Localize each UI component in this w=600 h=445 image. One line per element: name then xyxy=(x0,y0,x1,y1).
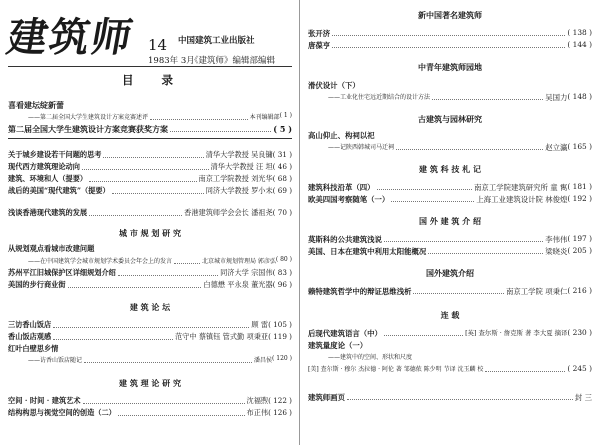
toc-entry[interactable]: 喜看建坛绽新蕾 xyxy=(8,100,64,110)
toc-entry[interactable]: 建筑科技沿革（四） 南京工学院建筑研究所 童 寯 ( 181 ) xyxy=(308,182,592,192)
toc-entry[interactable]: 结构构思与视觉空间的创造（二） 布正伟 ( 126 ) xyxy=(8,408,292,417)
toc-entry[interactable]: 浅谈香港现代建筑的发展 香港建筑师学会会长 潘祖尧 ( 70 ) xyxy=(8,208,292,217)
toc-entry[interactable]: ——在中国建筑学会城市规划学术委员会年会上的发言 北京城市规划管理局 郭彦弘 ( 80 ) xyxy=(28,256,292,265)
toc-entry[interactable]: 建筑量度论（一） xyxy=(308,341,368,350)
toc-entry[interactable]: 建筑、环境和人（提要） 南京工学院教授 刘光华 ( 68 ) xyxy=(8,174,292,183)
toc-entry[interactable]: 后现代建筑语言（中） [英] 查尔斯 · 詹克斯 著 李大夏 摘译 ( 230 ) xyxy=(308,328,592,338)
toc-entry[interactable]: 滑伏设计（下） xyxy=(308,81,360,90)
toc-entry[interactable]: ——工业化住宅远近期结合的设计方法 吴国力 ( 148 ) xyxy=(328,92,592,102)
editor: 《建筑师》编辑部编辑 xyxy=(190,56,276,66)
section-heading: 建 筑 论 坛 xyxy=(129,302,171,312)
journal-title: 建筑师 xyxy=(3,14,138,61)
toc-entry[interactable]: 现代西方建筑理论动向 清华大学教授 汪 坦 ( 46 ) xyxy=(8,162,292,171)
toc-entry[interactable]: 香山饭店观感 范守中 蔡镇钰 管式勤 项秉亚 ( 119 ) xyxy=(8,332,292,341)
toc-heading: 目 录 xyxy=(122,73,186,87)
toc-entry[interactable]: 张开济 ( 138 ) xyxy=(308,28,592,38)
section-heading: 国外建筑介绍 xyxy=(426,268,474,278)
section-heading: 古建筑与园林研究 xyxy=(418,114,482,124)
publisher: 中国建筑工业出版社 xyxy=(178,36,255,46)
toc-entry[interactable]: 高山仰止、构祠以祀 xyxy=(308,131,375,140)
toc-entry[interactable]: ——记陕西韩城司马迁祠 赵立瀛 ( 165 ) xyxy=(328,142,592,152)
toc-entry[interactable]: 战后的美国“现代建筑”（提要） 同济大学教授 罗小未 ( 69 ) xyxy=(8,186,292,195)
section-heading: 连 载 xyxy=(440,310,460,320)
toc-entry[interactable]: ——访香山饭店随记 潘昌侯 ( 120 ) xyxy=(28,355,292,364)
section-heading: 新中国著名建筑师 xyxy=(418,10,482,20)
section-heading: 中青年建筑师园地 xyxy=(418,62,482,72)
toc-entry[interactable]: 建筑师画页 封 三 xyxy=(308,393,592,402)
toc-entry[interactable]: [美] 查尔斯 · 穆尔 杰拉德 · 阿伦 著 邹德侬 陈少明 节译 沈玉麟 校 ( 245 ) xyxy=(308,364,592,373)
toc-entry[interactable]: 美国的步行商业街 白德懋 平永泉 董光器 ( 96 ) xyxy=(8,280,292,289)
section-heading: 建 筑 理 论 研 究 xyxy=(119,378,181,388)
issue-number: 14 xyxy=(148,36,168,54)
toc-entry[interactable]: 赖特建筑哲学中的辩证思维浅析 南京工学院 项秉仁 ( 216 ) xyxy=(308,286,592,296)
toc-entry[interactable]: ——第二届全国大学生建筑设计方案竞赛述评 本刊编辑部 ( 1 ) xyxy=(28,112,292,121)
toc-entry[interactable]: ——建筑中的空间、形状和尺度 xyxy=(328,354,413,361)
toc-entry[interactable]: 美国、日本在建筑中利用太阳能概况 梁晓炎 ( 205 ) xyxy=(308,246,592,256)
section-heading: 国 外 建 筑 介 绍 xyxy=(419,216,481,226)
toc-entry[interactable]: 莫斯科的公共建筑浅说 李伟伟 ( 197 ) xyxy=(308,234,592,244)
section-heading: 建 筑 科 技 札 记 xyxy=(419,164,481,174)
toc-entry[interactable]: 从规划观点看城市改建问题 xyxy=(8,244,95,253)
toc-entry[interactable]: 欧美四国考察随笔（一） 上海工业建筑设计院 林俊煌 ( 192 ) xyxy=(308,194,592,204)
section-heading: 城 市 规 划 研 究 xyxy=(119,228,181,238)
toc-entry[interactable]: 关于城乡建设若干问题的思考 清华大学教授 吴良镛 ( 31 ) xyxy=(8,150,292,159)
toc-entry[interactable]: 三访香山饭店 顾 雷 ( 105 ) xyxy=(8,320,292,329)
toc-entry[interactable]: 空间 · 时间 · 建筑艺术 沈福煦 ( 122 ) xyxy=(8,396,292,405)
toc-entry[interactable]: 红叶白壁思乡情 xyxy=(8,344,59,353)
right-page xyxy=(300,0,600,445)
toc-entry[interactable]: 苏州平江旧城保护区详细规划介绍 同济大学 宗国伟 ( 83 ) xyxy=(8,268,292,277)
issue-date: 1983年 3月 xyxy=(148,56,195,66)
toc-entry[interactable]: 唐葆亨 ( 144 ) xyxy=(308,40,592,50)
toc-entry[interactable]: 第二届全国大学生建筑设计方案竞赛获奖方案 ( 5 ) xyxy=(8,124,292,134)
masthead-rule xyxy=(8,66,292,67)
